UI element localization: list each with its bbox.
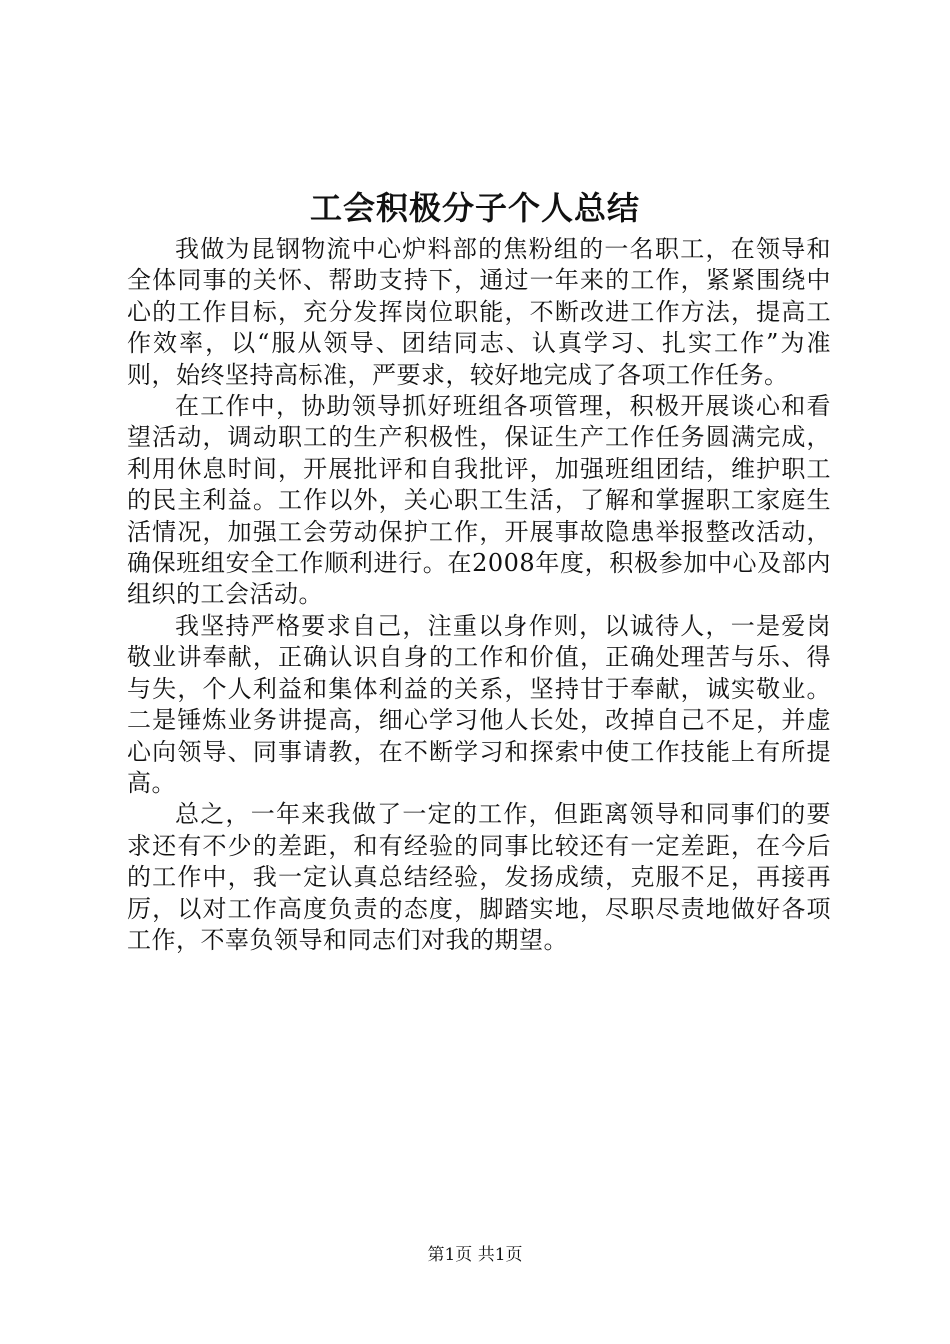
page-number-footer: 第1页 共1页 — [427, 1245, 523, 1265]
document-body — [127, 234, 831, 956]
paragraph-4: 总之，一年来我做了一定的工作，但距离领导和同事们的要求还有不少的差距，和有经验的同事比较还有一定差距，在今后的工作中，我一定认真总结经验，发扬成绩，克服不足，再接再厉，以对工作高度负责的态度，脚踏实地，尽职尽责地做好各项工作，不辜负领导和同志们对我的期望。 — [127, 800, 831, 954]
paragraph-1: 我做为昆钢物流中心炉料部的焦粉组的一名职工，在领导和全体同事的关怀、帮助支持下，通过一年来的工作，紧紧围绕中心的工作目标，充分发挥岗位职能，不断改进工作方法，提高工作效率，以“服从领导、团结同志、认真学习、扎实工作”为准则，始终坚持高标准，严要求，较好地完成了各项工作任务。 — [127, 235, 831, 389]
document-title: 工会积极分子个人总结 — [309, 189, 640, 227]
paragraph-3: 我坚持严格要求自己，注重以身作则，以诚待人，一是爱岗敬业讲奉献，正确认识自身的工作和价值，正确处理苦与乐、得与失，个人利益和集体利益的关系，坚持甘于奉献，诚实敬业。二是锤炼业务讲提高，细心学习他人长处，改掉自己不足，并虚心向领导、同事请教，在不断学习和探索中使工作技能上有所提高。 — [127, 611, 831, 797]
paragraph-2: 在工作中，协助领导抓好班组各项管理，积极开展谈心和看望活动，调动职工的生产积极性，保证生产工作任务圆满完成，利用休息时间，开展批评和自我批评，加强班组团结，维护职工的民主利益。工作以外，关心职工生活，了解和掌握职工家庭生活情况，加强工会劳动保护工作，开展事故隐患举报整改活动，确保班组安全工作顺利进行。在2008年度，积极参加中心及部内组织的工会活动。 — [127, 392, 831, 609]
